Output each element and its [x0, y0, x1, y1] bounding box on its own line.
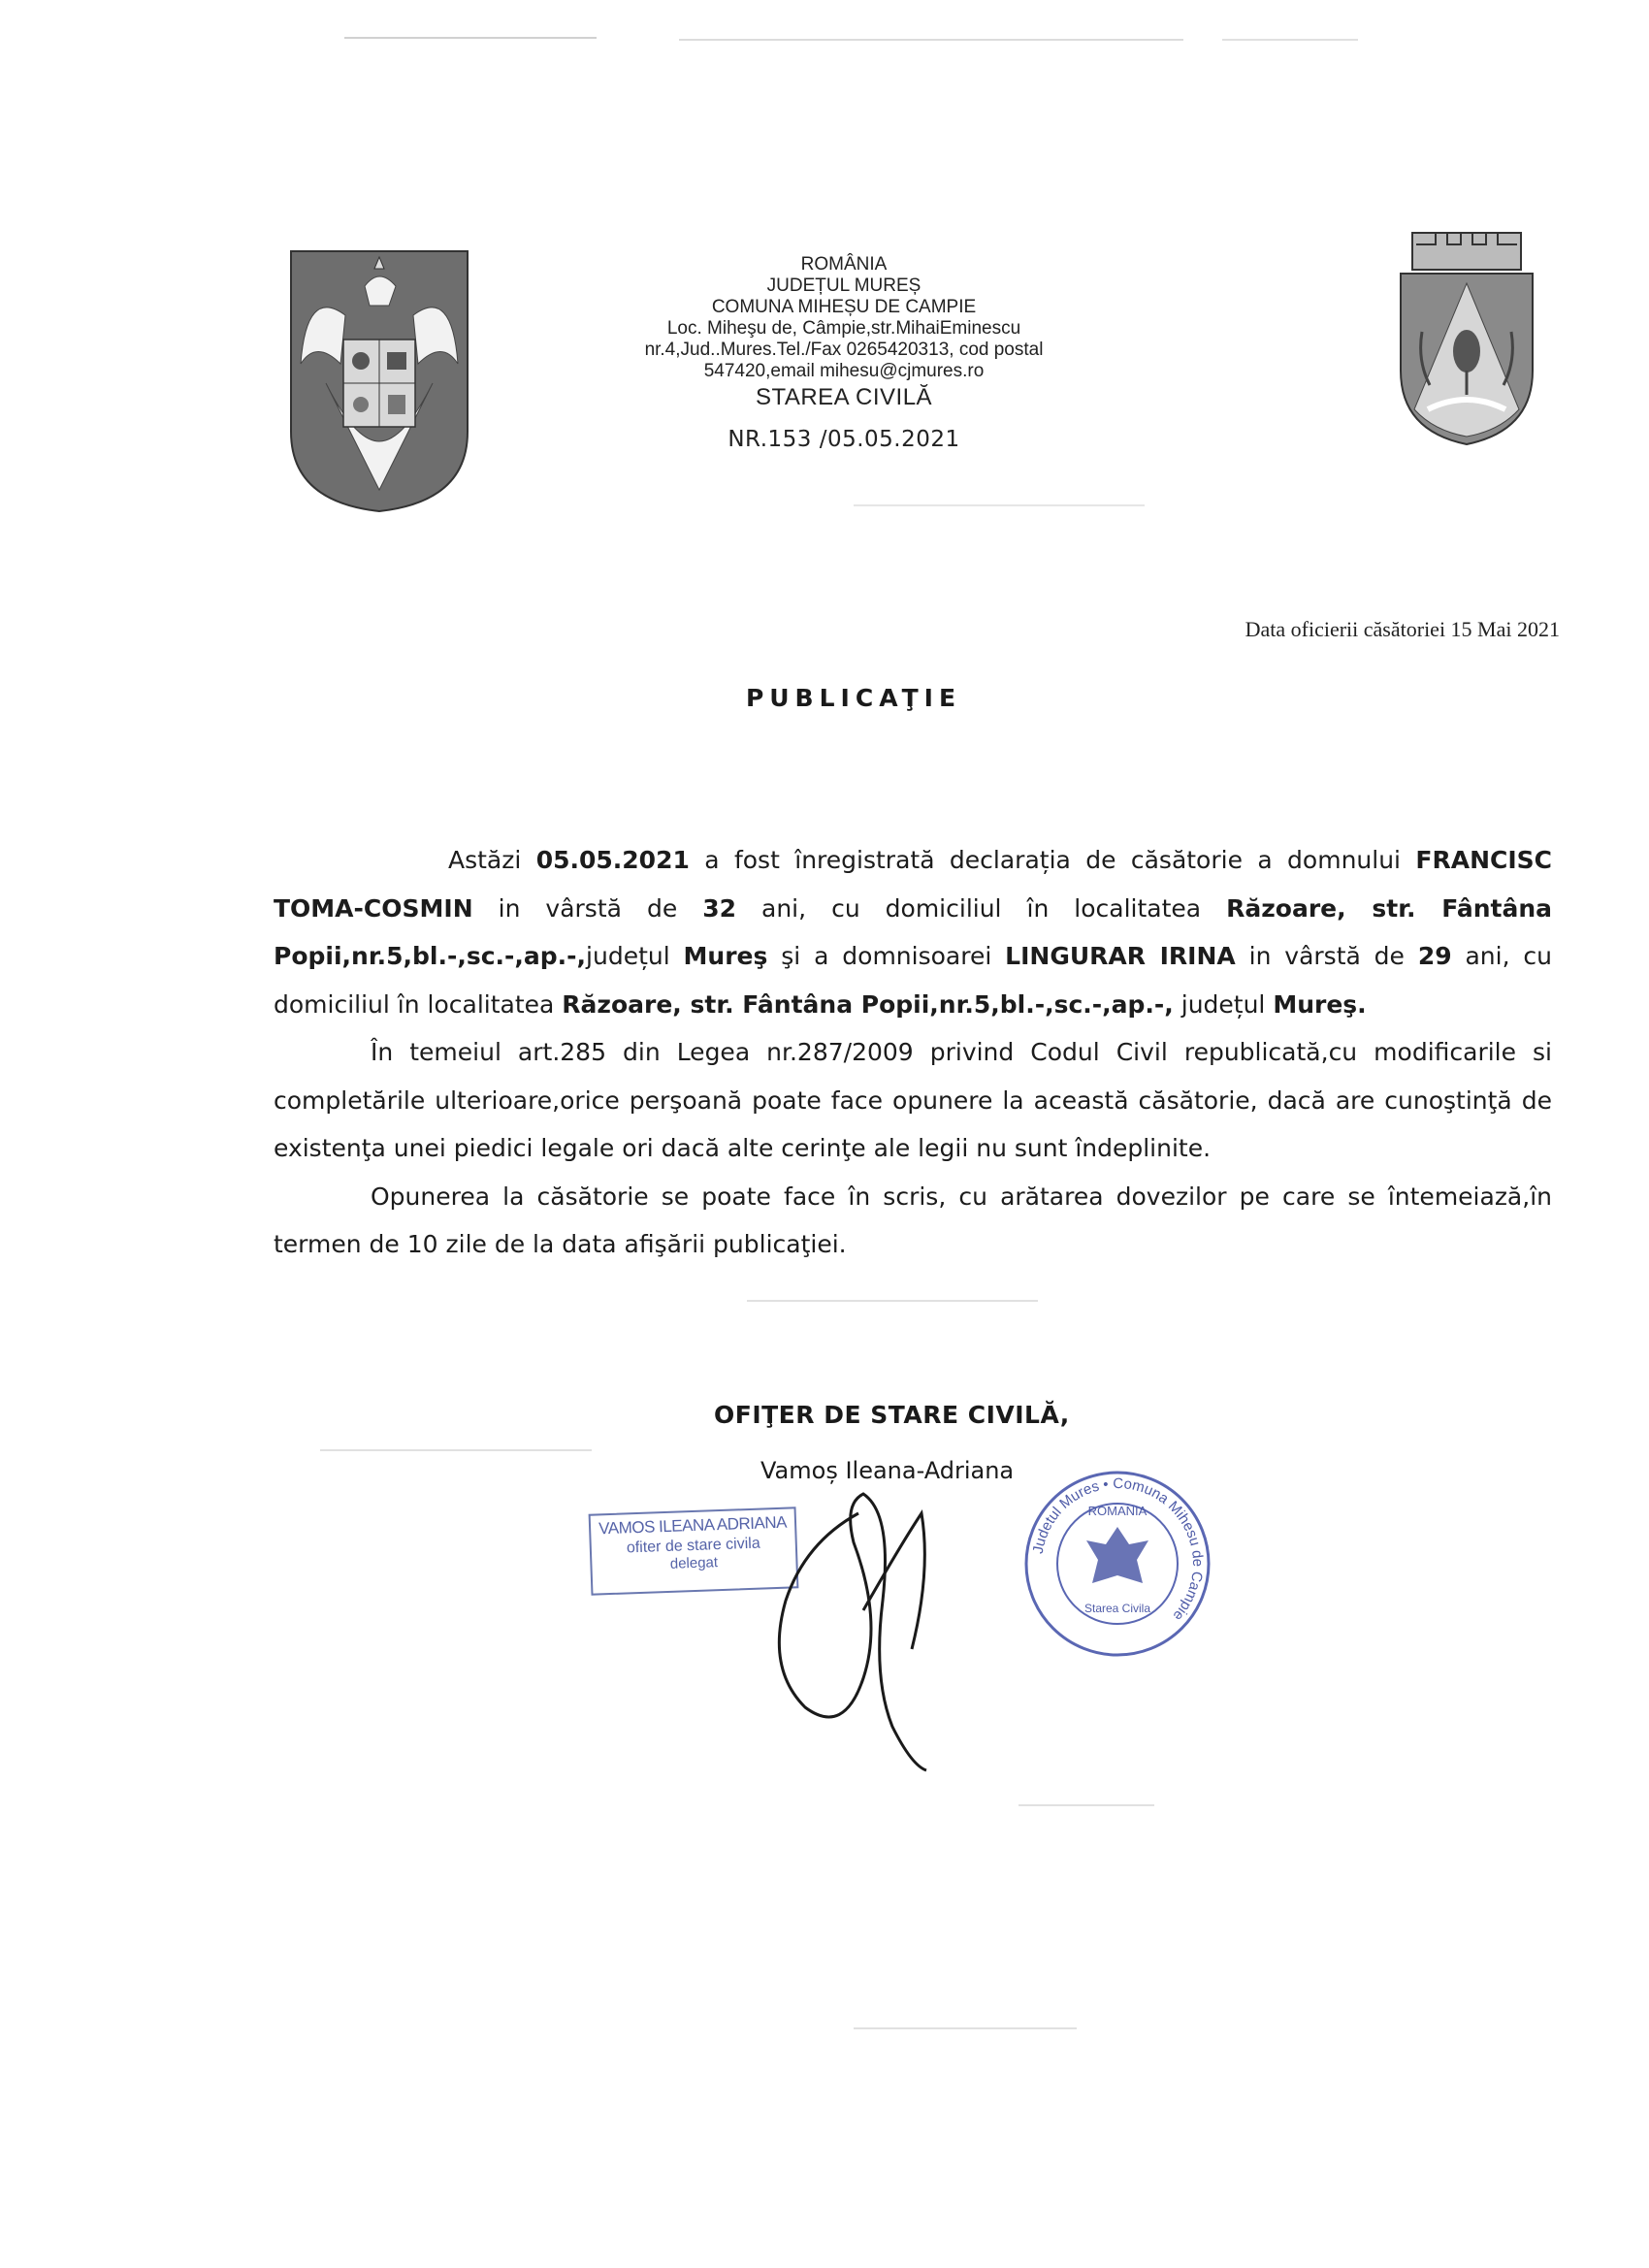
- text-fragment: a fost înregistrată declarația de căsătorie a domnului: [689, 846, 1416, 874]
- official-round-seal: [1020, 1467, 1214, 1661]
- header-county: JUDEȚUL MUREȘ: [766, 275, 922, 296]
- page-title: PUBLICAŢIE: [745, 684, 962, 712]
- institution-header: [640, 254, 1048, 450]
- header-commune: COMUNA MIHEȘU DE CAMPIE: [711, 297, 977, 317]
- seal-top-text: ROMANIA: [1087, 1504, 1148, 1518]
- handwritten-signature: [766, 1484, 999, 1775]
- header-address-line2: nr.4,Jud..Mures.Tel./Fax 0265420313, cod postal: [644, 340, 1044, 360]
- romania-coat-of-arms-icon: [287, 247, 471, 515]
- text-fragment: ani, cu domiciliul în localitatea: [736, 893, 1227, 923]
- officer-stamp-line1: VAMOS ILEANA ADRIANA: [598, 1512, 788, 1539]
- header-department: STAREA CIVILĂ: [755, 384, 933, 410]
- seal-center-text: Starea Civila: [1083, 1602, 1151, 1615]
- groom-county: Mureş: [683, 942, 768, 970]
- bride-address: Răzoare, str. Fântâna Popii,nr.5,bl.-,sc.-,ap.-,: [562, 989, 1174, 1019]
- text-fragment: județul: [1173, 989, 1274, 1019]
- officer-stamp-line3: delegat: [669, 1554, 719, 1572]
- declaration-date: 05.05.2021: [535, 846, 690, 874]
- bride-age: 29: [1417, 942, 1452, 970]
- text-fragment: Astăzi: [448, 846, 536, 874]
- paragraph-legal-basis: În temeiul art.285 din Legea nr.287/2009 privind Codul Civil republicată,cu modificarile si completările ulterioare,orice perşoană poate face opunere la această căsătorie, dacă are cunoştinţă de existenţa unei piedici legale ori dacă alte cerinţe ale legii nu sunt îndeplinite.: [274, 1038, 1552, 1162]
- text-fragment: in vârstă de: [472, 893, 703, 923]
- marriage-date-line: Data oficierii căsătoriei 15 Mai 2021: [1245, 617, 1560, 641]
- signature-name: Vamoș Ileana-Adriana: [760, 1457, 1015, 1484]
- mihesu-de-campie-coat-of-arms-icon: [1393, 215, 1540, 450]
- officer-stamp-line2: ofiter de stare civila: [626, 1535, 760, 1557]
- seal-ring-text: Judetul Mures • Comuna Mihesu de Campie: [1029, 1474, 1207, 1625]
- groom-name: FRANCISC TOMA-COSMIN: [274, 846, 1552, 923]
- text-fragment: județul: [586, 942, 684, 970]
- header-address-line3: 547420,email mihesu@cjmures.ro: [703, 361, 985, 381]
- header-country: ROMÂNIA: [800, 254, 888, 275]
- bride-county: Mureş.: [1273, 989, 1367, 1019]
- text-fragment: şi a domnisoarei: [767, 942, 1006, 970]
- bride-name: LINGURAR IRINA: [1005, 942, 1236, 970]
- document-body: [274, 836, 1552, 1269]
- paragraph-declaration: [274, 836, 1552, 1028]
- paragraph-opposition: Opunerea la căsătorie se poate face în scris, cu arătarea dovezilor pe care se întemeiază,în termen de 10 zile de la data afişării publicaţiei.: [274, 1182, 1552, 1258]
- signature-title: OFIŢER DE STARE CIVILĂ,: [714, 1401, 1070, 1429]
- header-address-line1: Loc. Miheşu de, Câmpie,str.MihaiEminescu: [666, 318, 1021, 339]
- text-fragment: in vârstă de: [1235, 942, 1418, 970]
- groom-address: Răzoare, str. Fântâna Popii,nr.5,bl.-,sc.-,ap.-,: [274, 893, 1552, 970]
- groom-age: 32: [702, 893, 737, 923]
- text-fragment: ani, cu domiciliul în localitatea: [274, 942, 1552, 1019]
- registration-number: NR.153 /05.05.2021: [728, 427, 960, 452]
